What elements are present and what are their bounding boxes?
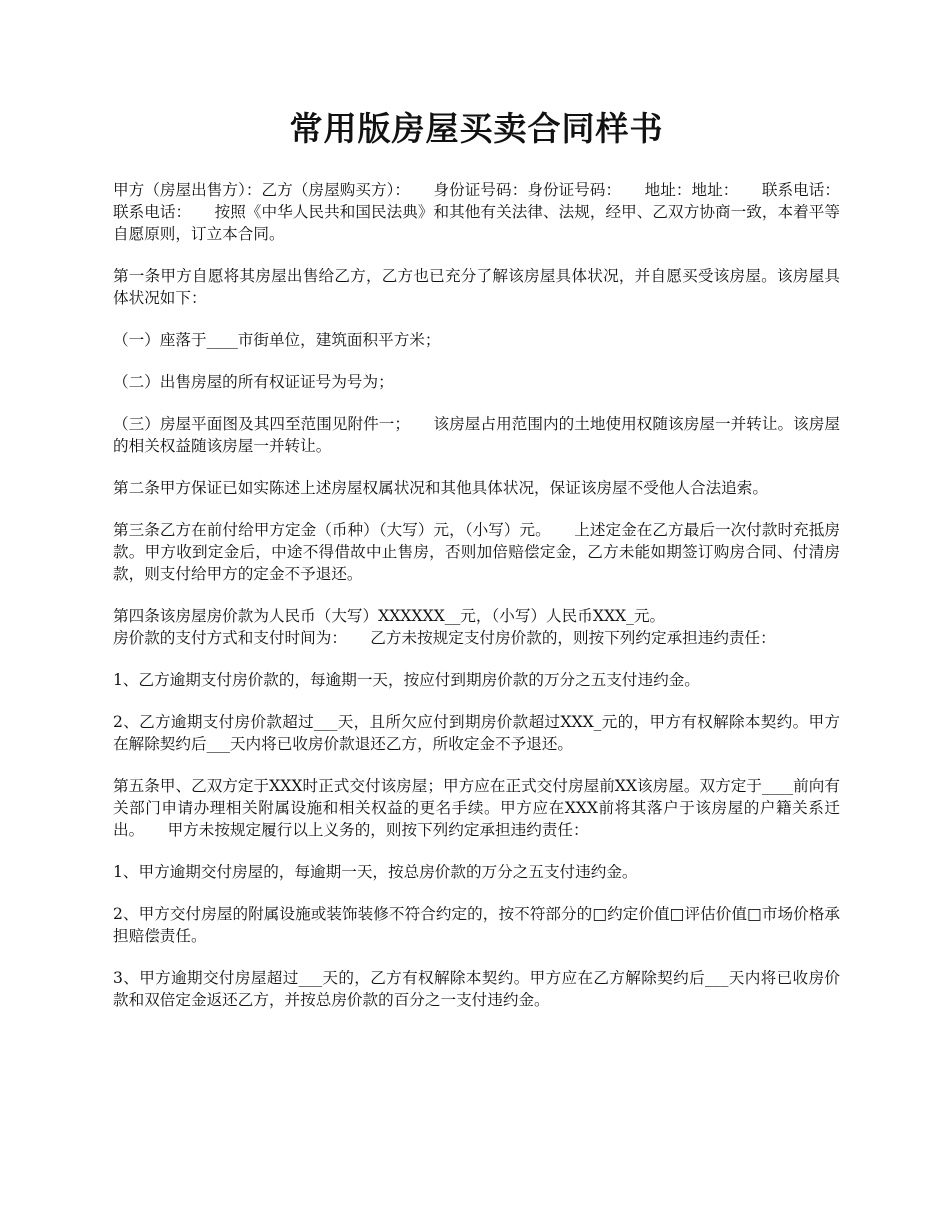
document-page xyxy=(113,108,840,1031)
document-title: 常用版房屋买卖合同样书 xyxy=(289,109,664,148)
article-3-paragraph: 第三条乙方在前付给甲方定金（币种）（大写）元，（小写）元。 上述定金在乙方最后一次付款时充抵房款。甲方收到定金后，中途不得借故中止售房，否则加倍赔偿定金，乙方未能如期签订购房合同、付清房款，则支付给甲方的定金不予退还。 xyxy=(113,521,840,584)
article-1-item-1: （一）座落于____市街单位，建筑面积平方米； xyxy=(113,331,441,350)
article-1-item-3: （三）房屋平面图及其四至范围见附件一； 该房屋占用范围内的土地使用权随该房屋一并转让。该房屋的相关权益随该房屋一并转让。 xyxy=(113,415,840,456)
article-4-payment-paragraph: 房价款的支付方式和支付时间为： 乙方未按规定支付房价款的，则按下列约定承担违约责任： xyxy=(113,629,776,648)
article-1-paragraph: 第一条甲方自愿将其房屋出售给乙方，乙方也已充分了解该房屋具体状况，并自愿买受该房屋。该房屋具体状况如下： xyxy=(113,267,840,308)
article-4-clause-2: 2、乙方逾期支付房价款超过___天，且所欠应付到期房价款超过XXX_元的，甲方有权解除本契约。甲方在解除契约后___天内将已收房价款退还乙方，所收定金不予退还。 xyxy=(113,713,840,754)
article-1-item-2: （二）出售房屋的所有权证证号为号为； xyxy=(113,373,394,392)
article-5-clause-2: 2、甲方交付房屋的附属设施或装饰装修不符合约定的，按不符部分的□约定价值□评估价值□市场价格承担赔偿责任。 xyxy=(113,905,840,946)
party-info-paragraph: 甲方（房屋出售方）：乙方（房屋购买方）： 身份证号码：身份证号码： 地址：地址： 联系电话：联系电话： 按照《中华人民共和国民法典》和其他有关法律、法规，经甲、乙双方协商一致，本着平等自愿原则，订立本合同。 xyxy=(113,181,840,244)
article-5-clause-1: 1、甲方逾期交付房屋的，每逾期一天，按总房价款的万分之五支付违约金。 xyxy=(113,863,638,882)
article-2-paragraph: 第二条甲方保证已如实陈述上述房屋权属状况和其他具体状况，保证该房屋不受他人合法追索。 xyxy=(113,479,768,498)
article-5-paragraph: 第五条甲、乙双方定于XXX时正式交付该房屋；甲方应在正式交付房屋前XX该房屋。双方定于____前向有关部门申请办理相关附属设施和相关权益的更名手续。甲方应在XXX前将其落户于该房屋的户籍关系迁出。 甲方未按规定履行以上义务的，则按下列约定承担违约责任： xyxy=(113,777,840,840)
article-4-clause-1: 1、乙方逾期支付房价款的，每逾期一天，按应付到期房价款的万分之五支付违约金。 xyxy=(113,671,700,690)
article-5-clause-3: 3、甲方逾期交付房屋超过___天的，乙方有权解除本契约。甲方应在乙方解除契约后___天内将已收房价款和双倍定金返还乙方，并按总房价款的百分之一支付违约金。 xyxy=(113,969,840,1010)
article-4-paragraph: 第四条该房屋房价款为人民币（大写）XXXXXX__元，（小写）人民币XXX_元。 xyxy=(113,607,666,626)
